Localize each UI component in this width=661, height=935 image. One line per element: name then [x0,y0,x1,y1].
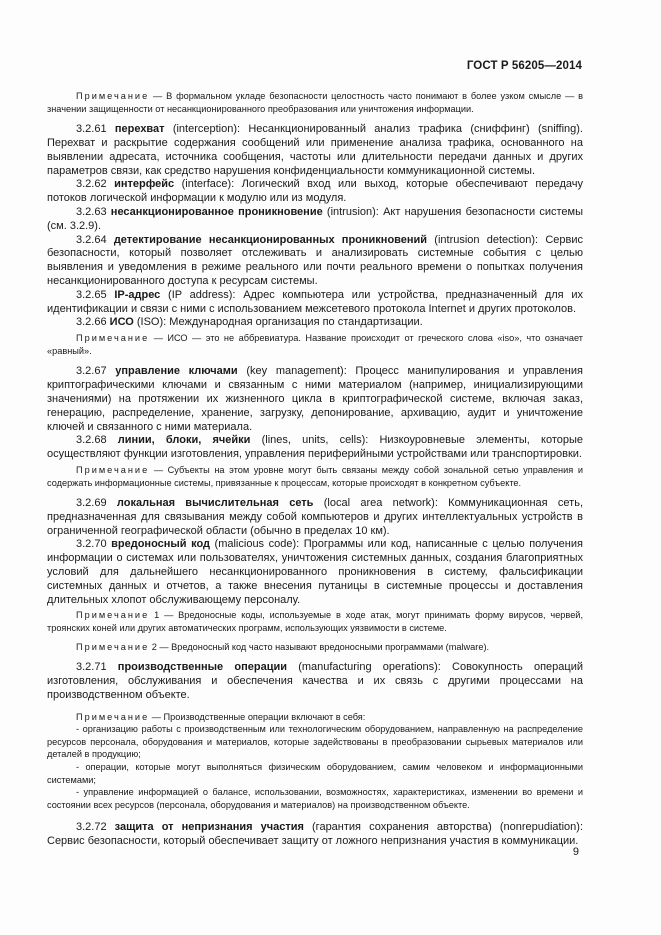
note-iso [47,332,583,357]
entry-number: 3.2.61 [76,123,107,136]
note-text: 2 — Вредоносный код часто называют вредоносными программами (malware). [151,641,490,652]
entry-text: (intrusion detection): Сервис безопасности, который позволяет отслеживать и анализировать системные события с целью выявления и уведомления в режиме реального или почти реального времени о попытках получения несанкционированного доступа к ресурсам системы. [47,233,583,287]
note-label: Примечание [76,91,150,101]
entry-3-2-71 [47,661,583,702]
entry-number: 3.2.67 [76,365,107,378]
note-list-item: - организацию работы с производственным или технологическим оборудованием, направленную на распределение ресурсов персонала, оборудования и материалов, которые задействованы в преобразовании сырьевых материалов или деталей в продукцию; [47,724,583,760]
entry-3-2-66 [47,316,583,330]
note-label: Примечание [76,711,150,722]
entry-3-2-65 [47,289,583,317]
entry-term: ИСО [109,316,134,329]
note-text: Субъекты на этом уровне могут быть связаны между собой зональной сетью управления и содержать информационные системы, привязанные к процессам, которые происходят в конкретном субъекте. [47,464,583,488]
note-list-item: - управление информацией о балансе, использовании, возможностях, характеристиках, изменении во времени и состоянии всех ресурсов (персонала, оборудования и материалов) на производственном объекте. [47,787,583,810]
entry-text: (ISO): Международная организация по стандартизации. [136,316,423,329]
entry-term: линии, блоки, ячейки [117,434,251,447]
entry-text: (malicious code): Программы или код, написанные с целью получения информации о системах или пользователях, уничтожения системных данных, создания благоприятных условий для дальнейшего несанкционированного проникновения в систему, фальсификации системных данных и отчетов, а также внесения путаницы в системные процессы и доставления длительных хлопот обслуживающему персоналу. [47,538,583,606]
page-number: 9 [572,846,579,858]
note-text: Производственные операции включают в себя: [163,711,366,722]
entry-term: локальная вычислительная сеть [116,497,314,510]
standard-code: ГОСТ Р 56205—2014 [466,60,582,72]
entry-term: перехват [114,123,165,136]
note-dash: — [153,464,163,475]
entry-term: вредоносный код [111,538,211,551]
entry-3-2-70 [47,538,583,607]
entry-text: (IP address): Адрес компьютера или устройства, предназначенный для их идентификации и связи с ними с использованием межсетевого протокола Internet и других протоколов. [47,288,583,315]
note-label: Примечание [76,464,150,475]
note-malicious-1 [47,609,583,634]
note-text: В формальном укладе безопасности целостность часто понимают в более узком смысле — в значении защищенности от несанкционированного преобразования или уничтожения информации. [47,91,583,114]
entry-number: 3.2.71 [76,661,107,674]
note-malicious-2 [47,641,583,654]
entry-number: 3.2.63 [76,205,107,218]
entry-term: управление ключами [115,365,238,378]
entry-3-2-69 [47,497,583,538]
entry-3-2-72 [47,821,583,849]
note-label: Примечание [76,333,150,344]
entry-3-2-62 [47,178,583,206]
note-intro [47,90,583,115]
note-text: ИСО — это не аббревиатура. Название происходит от греческого слова «iso», что означает «равный». [47,333,583,356]
note-dash: — [153,91,163,101]
entry-text: (lines, units, cells): Низкоуровневые элементы, которые осуществляют функции изготовления, управления периферийными устройствами или транспортировки. [47,434,584,461]
note-operations [47,711,583,724]
entry-number: 3.2.70 [76,538,107,551]
note-list-item: - операции, которые могут выполняться физическим оборудованием, самим человеком и информационными системами; [47,762,583,785]
entry-3-2-63 [47,206,583,234]
entry-text: (manufacturing operations): Совокупность операций изготовления, обслуживания и обеспечения качества и их связь с другими процессами на производственном объекте. [47,661,583,701]
entry-text: (intrusion): Акт нарушения безопасности системы (см. 3.2.9). [47,205,583,232]
entry-term: IP-адрес [114,288,161,301]
entry-text: (interface): Логический вход или выход, которые обеспечивают передачу потоков логической информации к модулю или из модуля. [47,178,584,205]
page-body [47,90,583,849]
entry-3-2-67 [47,365,583,434]
entry-3-2-68 [47,434,583,462]
entry-3-2-61 [47,123,583,178]
note-dash: — [151,711,161,722]
note-lines [47,464,583,489]
entry-term: интерфейс [114,178,175,191]
entry-text: (key management): Процесс манипулирования и управления криптографическими ключами и связанным с ними материалом (например, инициализирующими значениями) на протяжении их жизненного цикла в криптографической системе, включая заказ, генерацию, распределение, хранение, загрузку, депонирование, архивацию, аудит и уничтожение ключей и связанного с ними материала. [47,365,583,433]
entry-number: 3.2.64 [76,233,107,246]
entry-term: детектирование несанкционированных проникновений [113,233,428,246]
entry-term: производственные операции [117,661,287,674]
note-label: Примечание [76,641,150,652]
entry-number: 3.2.68 [76,434,107,447]
entry-term: несанкционированное проникновение [110,205,323,218]
entry-number: 3.2.72 [76,821,107,834]
note-label: Примечание [76,610,150,621]
entry-number: 3.2.69 [76,497,107,510]
entry-text: (local area network): Коммуникационная сеть, предназначенная для связывания между собой компьютеров и других интеллектуальных устройств в ограниченной географической области (обычно в пределах 10 км). [47,497,583,537]
entry-number: 3.2.62 [76,178,107,191]
note-text: 1 — Вредоносные коды, используемые в ходе атак, могут принимать форму вирусов, червей, троянских коней или других автоматических программ, использующих уязвимости в системе. [47,610,583,634]
entry-number: 3.2.66 [76,316,107,329]
entry-text: (interception): Несанкционированный анализ трафика (сниффинг) (sniffing). Перехват и раскрытие содержания сообщений или применение анализа трафика, основанного на выявлении адресата, источника сообщения, частоты или длительности передачи данных и других параметров связи, как средство нарушения конфиденциальности коммуникационной системы. [47,123,583,177]
entry-number: 3.2.65 [76,288,107,301]
entry-3-2-64 [47,234,583,289]
note-dash: — [153,333,163,344]
entry-term: защита от непризнания участия [114,821,304,834]
entry-text: (гарантия сохранения авторства) (nonrepudiation): Сервис безопасности, который обеспечивает защиту от ложного непризнания участия в коммуникации. [47,821,584,848]
